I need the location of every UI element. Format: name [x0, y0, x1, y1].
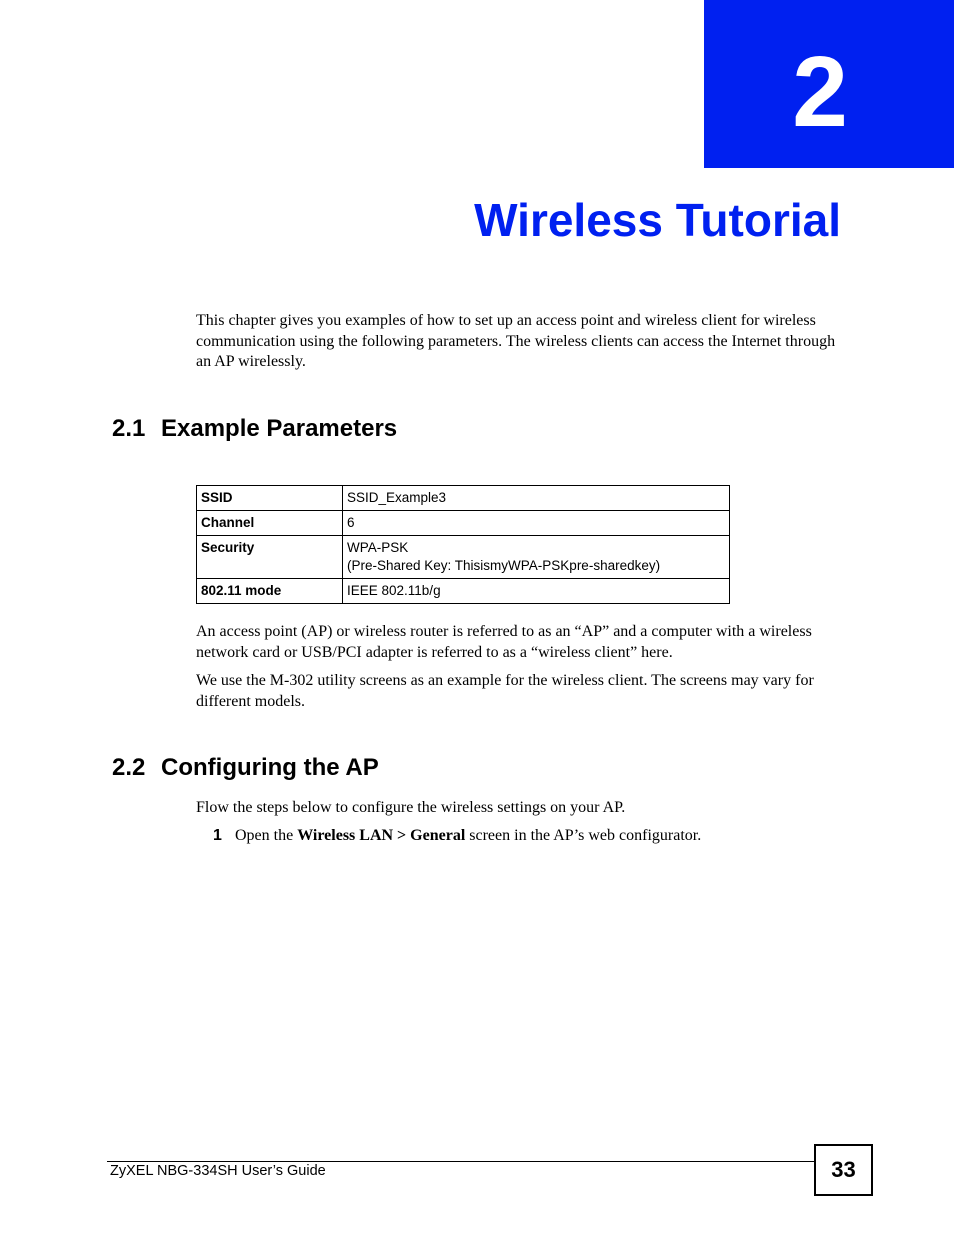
pre-shared-key-note: (Pre-Shared Key: ThisismyWPA-PSKpre-sharedkey) — [347, 558, 661, 573]
security-type: WPA-PSK — [347, 540, 409, 555]
table-value-cell — [343, 536, 730, 579]
step-1 — [213, 826, 701, 847]
table-value-cell: SSID_Example3 — [343, 486, 730, 511]
step-number: 1 — [213, 827, 222, 844]
section-heading-configuring-ap — [112, 753, 379, 783]
section-heading-example-parameters — [112, 414, 397, 444]
section-number: 2.2 — [112, 754, 146, 781]
table-row — [197, 486, 730, 511]
configure-intro-paragraph: Flow the steps below to configure the wireless settings on your AP. — [196, 799, 626, 816]
utility-screens-paragraph: We use the M-302 utility screens as an example for the wireless client. The screens may vary for different models. — [196, 672, 814, 710]
step-text-suffix: screen in the AP’s web configurator. — [465, 827, 702, 844]
ap-definition-paragraph: An access point (AP) or wireless router is referred to as an “AP” and a computer with a wireless network card or USB/PCI adapter is referred to as a “wireless client” here. — [196, 623, 812, 661]
table-row — [197, 536, 730, 579]
page-number: 33 — [814, 1144, 873, 1196]
step-menu-path: Wireless LAN > General — [297, 827, 466, 844]
table-value-cell: 6 — [343, 511, 730, 536]
section-title: Configuring the AP — [161, 754, 379, 781]
chapter-number-box — [704, 0, 954, 168]
footer-guide-name: ZyXEL NBG-334SH User’s Guide — [110, 1163, 326, 1179]
chapter-title: Wireless Tutorial — [474, 194, 841, 246]
table-key-cell: 802.11 mode — [197, 579, 343, 604]
section-number: 2.1 — [112, 415, 146, 442]
table-key-cell: SSID — [197, 486, 343, 511]
example-parameters-table — [196, 485, 730, 604]
intro-paragraph: This chapter gives you examples of how to set up an access point and wireless client for wireless communication using the following parameters. The wireless clients can access the Internet through an AP wirelessly. — [196, 312, 836, 370]
table-row — [197, 511, 730, 536]
section-title: Example Parameters — [161, 415, 398, 442]
step-text-prefix: Open the — [235, 827, 298, 844]
table-key-cell: Security — [197, 536, 343, 579]
table-row — [197, 579, 730, 604]
table-key-cell: Channel — [197, 511, 343, 536]
table-value-cell: IEEE 802.11b/g — [343, 579, 730, 604]
chapter-number: 2 — [792, 36, 848, 148]
